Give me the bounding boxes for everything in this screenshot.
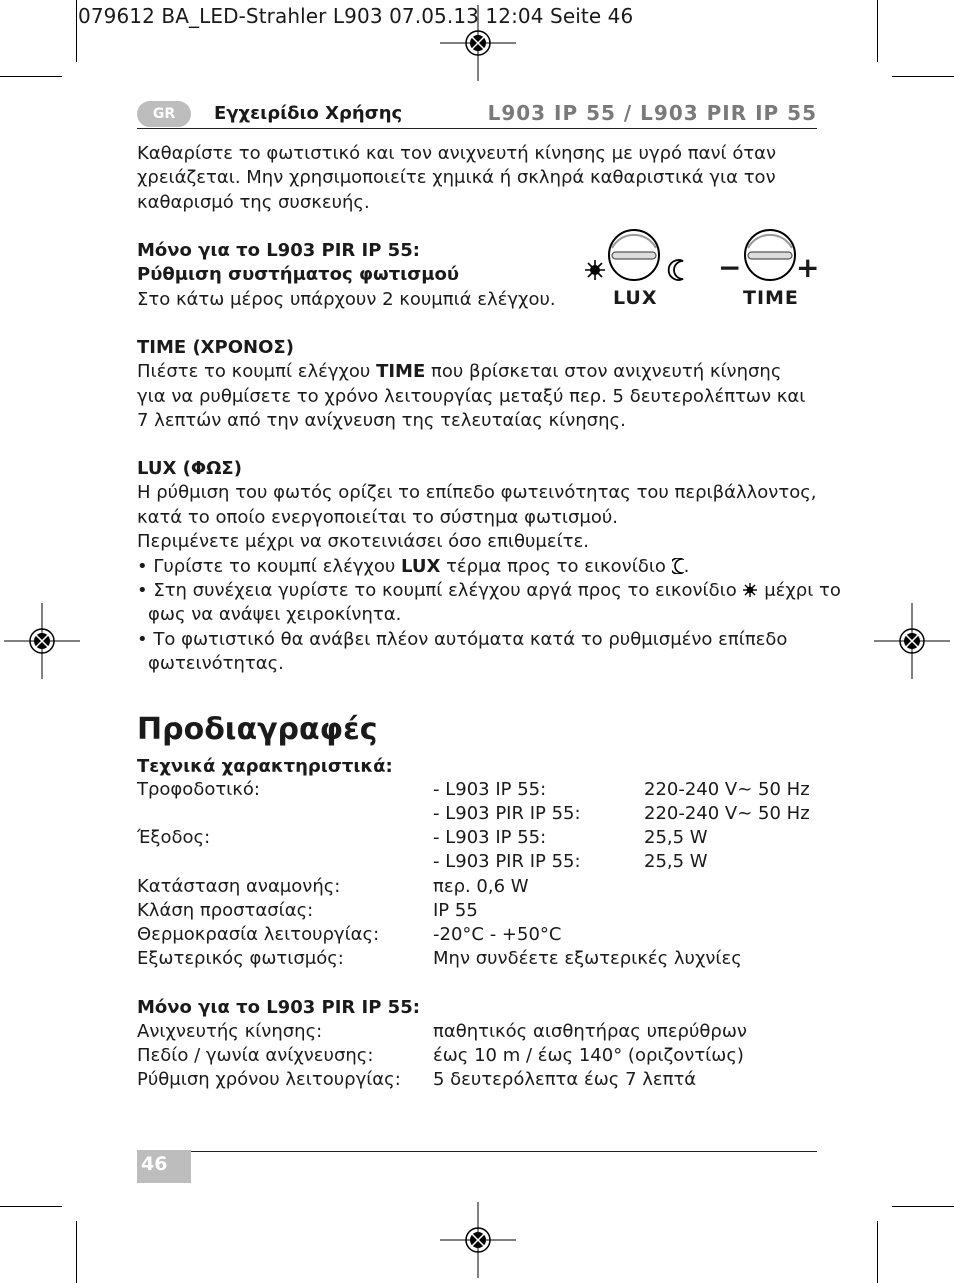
crop-mark (892, 76, 954, 77)
spec-value: 25,5 W (644, 827, 708, 848)
crop-mark (877, 0, 878, 62)
spec-label: Έξοδος: (137, 827, 211, 848)
spec-value: περ. 0,6 W (433, 876, 529, 897)
header-divider (137, 128, 817, 129)
text-line: Περιμένετε μέχρι να σκοτεινιάσει όσο επιθυμείτε. (137, 531, 589, 553)
spec-sub: - L903 PIR IP 55: (433, 851, 581, 872)
spec-label: Κατάσταση αναμονής: (137, 876, 341, 897)
time-section (137, 336, 805, 434)
text-line: Καθαρίστε το φωτιστικό και τον ανιχνευτή κίνησης με υγρό πανί όταν (137, 143, 777, 164)
spec-value: 5 δευτερόλεπτα έως 7 λεπτά (433, 1069, 697, 1090)
spec-value: 25,5 W (644, 851, 708, 872)
spec-value: 220-240 V~ 50 Hz (644, 779, 810, 800)
text-line: χρειάζεται. Μην χρησιμοποιείτε χημικά ή σκληρά καθαριστικά για τον (137, 167, 776, 189)
spec-label: Κλάση προστασίας: (137, 900, 314, 921)
lux-knob-label: LUX (613, 287, 658, 309)
text-line: 7 λεπτών από την ανίχνευση της τελευταίας κίνησης. (137, 410, 626, 432)
registration-mark-icon (4, 603, 80, 679)
specs-tech-heading: Τεχνικά χαρακτηριστικά: (137, 756, 393, 777)
list-item-continuation: φωτεινότητας. (148, 653, 284, 675)
spec-value: έως 10 m / έως 140° (οριζοντίως) (433, 1045, 744, 1066)
manual-title: Εγχειρίδιο Χρήσης (214, 103, 403, 124)
text-span: • Γυρίστε το κουμπί ελέγχου (137, 555, 402, 577)
spec-value: παθητικός αισθητήρας υπερύθρων (433, 1021, 747, 1042)
spec-sub: - L903 PIR IP 55: (433, 803, 581, 824)
list-item (137, 579, 841, 603)
spec-label: Εξωτερικός φωτισμός: (137, 948, 344, 969)
text-line: καθαρισμό της συσκευής. (137, 191, 370, 213)
page-number: 46 (141, 1153, 168, 1175)
text-line (137, 360, 805, 384)
lux-section (137, 457, 841, 677)
crop-mark (892, 1206, 954, 1207)
spec-value: 220-240 V~ 50 Hz (644, 803, 810, 824)
moon-icon (669, 260, 683, 280)
spec-label: Ανιχνευτής κίνησης: (137, 1021, 323, 1042)
spec-label: Τροφοδοτικό: (137, 779, 260, 800)
cleaning-paragraph (137, 142, 776, 215)
specs-title: Προδιαγραφές (137, 712, 378, 747)
spec-sub: - L903 IP 55: (433, 827, 547, 848)
sun-icon (585, 260, 605, 280)
text-line: κατά το οποίο ενεργοποιείται το σύστημα φωτισμού. (137, 506, 619, 528)
time-heading: TIME (ΧΡΟΝΟΣ) (137, 337, 294, 358)
text-span: τέρμα προς το εικονίδιο (440, 555, 672, 577)
text-line: Η ρύθμιση του φωτός ορίζει το επίπεδο φωτεινότητας του περιβάλλοντος, (137, 482, 817, 504)
text-span: μέχρι το (758, 580, 841, 602)
text-span: που βρίσκεται στον ανιχνευτή κίνησης (425, 361, 782, 383)
text-span: Πιέστε το κουμπί ελέγχου (137, 361, 377, 383)
lux-knob-illustration (582, 220, 692, 282)
setup-heading: Μόνο για το L903 PIR IP 55: (137, 240, 420, 261)
list-item (137, 555, 841, 579)
setup-text: Στο κάτω μέρος υπάρχουν 2 κουμπιά ελέγχου. (137, 288, 556, 310)
spec-label: Πεδίο / γωνία ανίχνευσης: (137, 1045, 374, 1066)
spec-value: -20°C - +50°C (433, 924, 562, 945)
crop-mark (76, 1221, 77, 1283)
spec-value: IP 55 (433, 900, 478, 921)
text-line: για να ρυθμίσετε το χρόνο λειτουργίας μεταξύ περ. 5 δευτερολέπτων και (137, 385, 806, 407)
footer-divider (137, 1151, 817, 1152)
spec-label: Ρύθμιση χρόνου λειτουργίας: (137, 1069, 401, 1090)
text-span: . (683, 555, 690, 577)
crop-mark (76, 0, 77, 62)
registration-mark-icon (874, 603, 950, 679)
model-title: L903 IP 55 / L903 PIR IP 55 (487, 101, 817, 125)
print-slug: 079612 BA_LED-Strahler L903 07.05.13 12:04 Seite 46 (78, 4, 634, 28)
plus-icon: + (796, 251, 820, 284)
pir-heading: Μόνο για το L903 PIR IP 55: (137, 997, 420, 1018)
list-item: • Το φωτιστικό θα ανάβει πλέον αυτόματα κατά το ρυθμισμένο επίπεδο (137, 628, 788, 650)
crop-mark (877, 1221, 878, 1283)
spec-label: Θερμοκρασία λειτουργίας: (137, 924, 380, 945)
registration-mark-icon (440, 1202, 516, 1278)
spec-sub: - L903 IP 55: (433, 779, 547, 800)
crop-mark (0, 76, 62, 77)
lux-heading: LUX (ΦΩΣ) (137, 458, 242, 479)
crop-mark (0, 1206, 62, 1207)
time-keyword: TIME (376, 361, 426, 383)
setup-section (137, 239, 556, 312)
language-badge: GR (137, 101, 191, 127)
time-knob-label: TIME (743, 287, 799, 309)
sun-icon (742, 582, 758, 598)
lux-keyword: LUX (401, 555, 441, 577)
text-span: • Στη συνέχεια γυρίστε το κουμπί ελέγχου αργά προς το εικονίδιο (137, 580, 743, 602)
spec-value: Μην συνδέετε εξωτερικές λυχνίες (433, 948, 742, 969)
list-item-continuation: φως να ανάψει χειροκίνητα. (148, 604, 402, 626)
setup-subheading: Ρύθμιση συστήματος φωτισμού (137, 264, 459, 286)
moon-icon (672, 558, 684, 574)
minus-icon: − (718, 251, 742, 284)
